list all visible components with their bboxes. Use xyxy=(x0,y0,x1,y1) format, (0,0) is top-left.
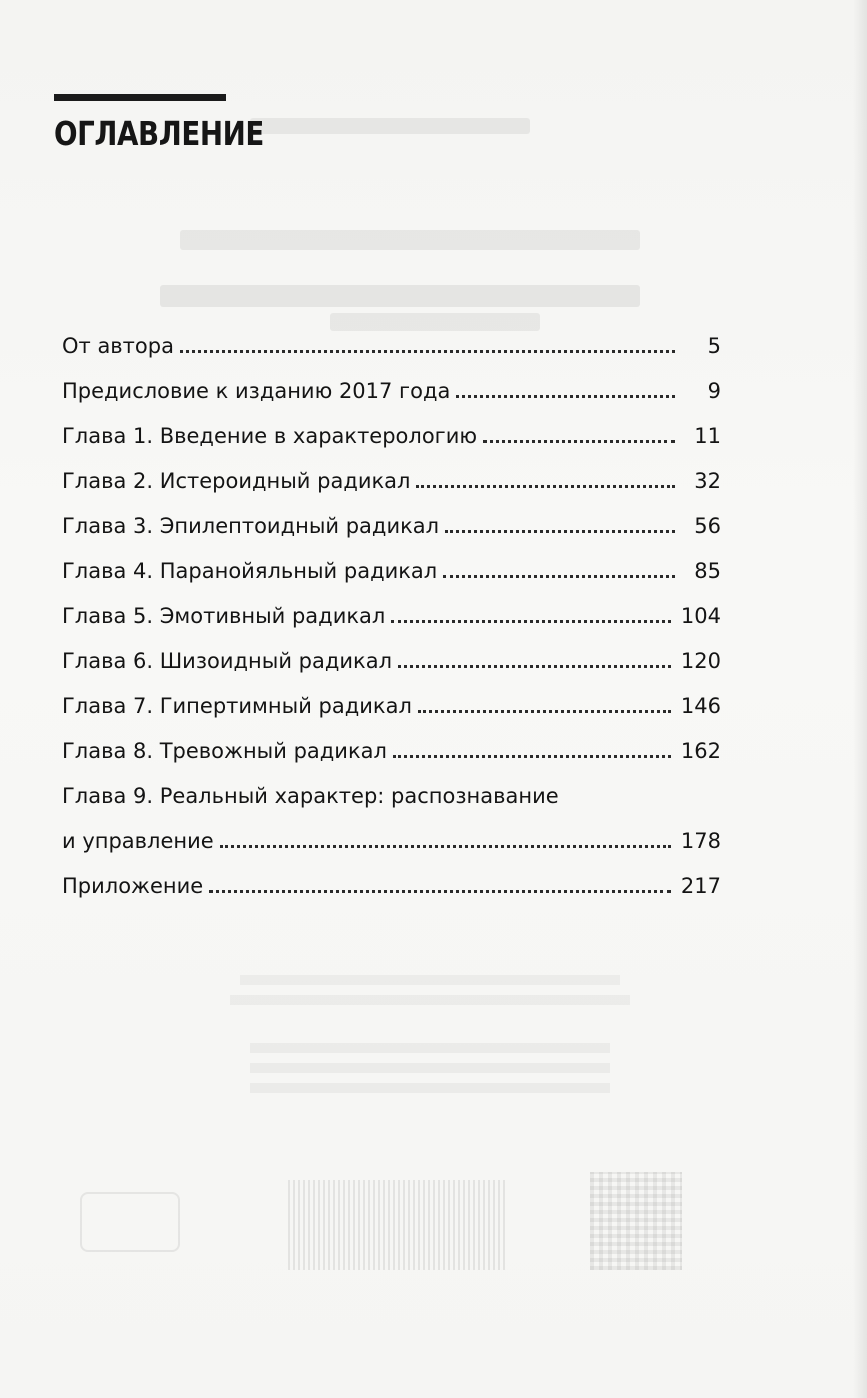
toc-entry xyxy=(62,319,721,364)
show-through-line xyxy=(240,975,620,985)
toc-dot-leader xyxy=(391,620,671,623)
show-through-line xyxy=(250,118,530,134)
show-through-qr-code xyxy=(590,1172,682,1270)
toc-entry xyxy=(62,634,721,679)
show-through-barcode xyxy=(288,1180,508,1270)
toc-entry-page: 104 xyxy=(680,604,721,628)
toc-entry-page: 162 xyxy=(680,739,721,763)
toc-dot-leader xyxy=(456,395,675,398)
toc-dot-leader xyxy=(398,665,671,668)
toc-entry-page: 120 xyxy=(680,649,721,673)
toc-dot-leader xyxy=(393,755,671,758)
toc-entry-title: Предисловие к изданию 2017 года xyxy=(62,379,451,403)
toc-entry xyxy=(62,679,721,724)
toc-entry-page: 9 xyxy=(707,379,721,403)
show-through-line xyxy=(160,285,640,307)
toc-entry-title: Глава 3. Эпилептоидный радикал xyxy=(62,514,440,538)
toc-entry xyxy=(62,499,721,544)
toc-entry-title: Глава 5. Эмотивный радикал xyxy=(62,604,386,628)
toc-entry xyxy=(62,859,721,904)
show-through-line xyxy=(250,1083,610,1093)
toc-dot-leader xyxy=(209,890,671,893)
toc-dot-leader xyxy=(416,485,675,488)
show-through-line xyxy=(250,1043,610,1053)
toc-entry xyxy=(62,364,721,409)
toc-dot-leader xyxy=(220,845,671,848)
toc-entry-page: 11 xyxy=(694,424,721,448)
heading-rule xyxy=(54,94,226,101)
toc-entry-page: 85 xyxy=(694,559,721,583)
toc-entry-page: 56 xyxy=(694,514,721,538)
toc-entry-page: 178 xyxy=(680,829,721,853)
toc-dot-leader xyxy=(443,575,675,578)
show-through-line xyxy=(250,1063,610,1073)
toc-dot-leader xyxy=(418,710,671,713)
toc-entry xyxy=(62,544,721,589)
toc-entry-page: 146 xyxy=(680,694,721,718)
toc-entry xyxy=(62,589,721,634)
toc-entry-title: Глава 2. Истероидный радикал xyxy=(62,469,411,493)
toc-entry-title: и управление xyxy=(62,829,214,853)
toc-entry-page: 32 xyxy=(694,469,721,493)
toc-entry-title: Глава 4. Паранойяльный радикал xyxy=(62,559,438,583)
toc-entry xyxy=(62,769,721,859)
show-through-line xyxy=(180,230,640,250)
toc-entry-title-line1: Глава 9. Реальный характер: распознавание xyxy=(62,784,559,808)
toc-entry xyxy=(62,409,721,454)
toc-entry-title: Глава 7. Гипертимный радикал xyxy=(62,694,412,718)
toc-entry xyxy=(62,724,721,769)
toc-dot-leader xyxy=(180,350,675,353)
heading-block xyxy=(54,94,264,154)
toc-entry-title: Глава 6. Шизоидный радикал xyxy=(62,649,392,673)
table-of-contents xyxy=(62,319,721,904)
show-through-age-badge xyxy=(80,1192,180,1252)
toc-entry-title: Глава 8. Тревожный радикал xyxy=(62,739,387,763)
page-edge-shadow xyxy=(853,0,867,1398)
toc-entry-page: 217 xyxy=(680,874,721,898)
toc-entry-page: 5 xyxy=(707,334,721,358)
toc-entry-title: От автора xyxy=(62,334,174,358)
toc-entry-title: Приложение xyxy=(62,874,204,898)
toc-dot-leader xyxy=(483,440,675,443)
toc-dot-leader xyxy=(445,530,675,533)
toc-entry-title: Глава 1. Введение в характерологию xyxy=(62,424,478,448)
page-title: ОГЛАВЛЕНИЕ xyxy=(54,114,264,153)
toc-entry xyxy=(62,454,721,499)
show-through-line xyxy=(230,995,630,1005)
